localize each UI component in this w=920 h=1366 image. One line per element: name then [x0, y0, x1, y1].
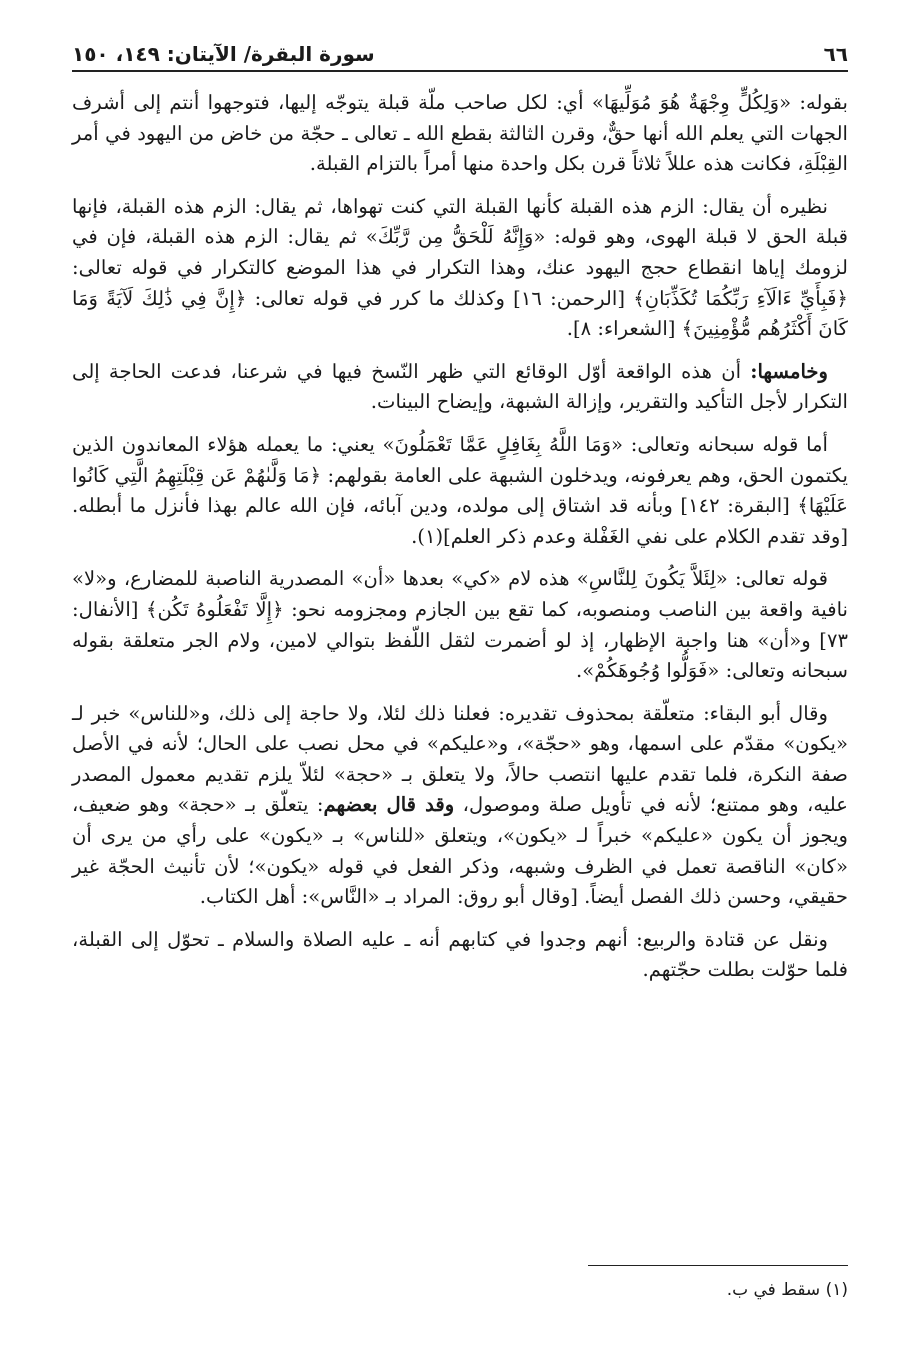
running-title: سورة البقرة/ الآيتان: ١٤٩، ١٥٠: [72, 42, 375, 66]
paragraph: [72, 192, 848, 345]
paragraph-text: قوله تعالى: «لِئَلاَّ يَكُونَ لِلنَّاسِ» هذه لام «كي» بعدها «أن» المصدرية الناصبة للمضارع، و«لا» نافية واقعة بين الناصب ومنصوبه، كما تقع بين الجازم ومجزومه نحو: ﴿إِلَّا تَفْعَلُوهُ تَكُن﴾ [الأنفال: ٧٣] و«أن» هنا واجبة الإظهار، إذ لو أضمرت لثقل اللّفظ بتوالي لامين، ولام الجر متعلقة بقوله سبحانه وتعالى: «فَوَلُّوا وُجُوهَكُمْ».: [72, 567, 848, 683]
paragraph: [72, 925, 848, 986]
footnote: (١) سقط في ب.: [726, 1280, 848, 1300]
paragraph-text: نظيره أن يقال: الزم هذه القبلة كأنها القبلة التي كنت تهواها، ثم يقال: الزم هذه القبلة، فإنها قبلة الحق لا قبلة الهوى، وهو قوله: «وَإِنَّهُ لَلْحَقُّ مِن رَّبِّكَ» ثم يقال: الزم هذه القبلة، فإن في لزومك إياها انقطاع حجج اليهود عنك، وهذا التكرار في هذا الموضع كالتكرار في قوله تعالى: ﴿فَبِأَيِّ ءَالَآءِ رَبِّكُمَا تُكَذِّبَانِ﴾ [الرحمن: ١٦] وكذلك ما كرر في قوله تعالى: ﴿إِنَّ فِي ذَٰلِكَ لَآيَةً وَمَا كَانَ أَكْثَرُهُم مُّؤْمِنِينَ﴾ [الشعراء: ٨].: [72, 194, 849, 341]
paragraph-lead: وخامسها:: [750, 359, 828, 383]
paragraph: [72, 357, 848, 418]
page-number: ٦٦: [823, 42, 848, 66]
paragraph: [72, 88, 848, 180]
footnote-divider: [588, 1265, 848, 1266]
paragraph-text: بقوله: «وَلِكُلٍّ وِجْهَةٌ هُوَ مُوَلِّيهَا» أي: لكل صاحب ملّة قبلة يتوجّه إليها، فتوجهوا أنتم إلى أشرف الجهات التي يعلم الله أنها حقٌّ، وقرن الثالثة بقطع الله ـ تعالى ـ حجّة من خاض من اليهود في أمر القِبْلَةِ، فكانت هذه عللاً ثلاثاً قرن بكل واحدة منها أمراً بالتزام القبلة.: [72, 91, 848, 176]
page-header: [72, 38, 848, 72]
paragraph: [72, 564, 848, 686]
paragraph-text: ونقل عن قتادة والربيع: أنهم وجدوا في كتابهم أنه ـ عليه الصلاة والسلام ـ تحوّل إلى القبلة، فلما حوّلت بطلت حجّتهم.: [72, 927, 848, 982]
paragraph: [72, 699, 848, 913]
main-text: [72, 88, 848, 998]
paragraph-text: وقال أبو البقاء: متعلّقة بمحذوف تقديره: فعلنا ذلك لئلا، ولا حاجة إلى ذلك، و«للناس» خبر لـ «يكون» مقدّم على اسمها، وهو «حجّة»، و«عليكم» في محل نصب على الحال؛ لأنه في الأصل صفة النكرة، فلما تقدم عليها انتصب حالاً، ولا يتعلق بـ «حجة» لئلاّ يلزم تقديم معمول المصدر عليه، وهو ممتنع؛ لأنه في تأويل صلة وموصول،: [72, 701, 848, 817]
paragraph-text: أما قوله سبحانه وتعالى: «وَمَا اللَّهُ بِغَافِلٍ عَمَّا تَعْمَلُونَ» يعني: ما يعمله هؤلاء المعاندون الذين يكتمون الحق، وهم يعرفونه، ويدخلون الشبهة على العامة بقولهم: ﴿مَا وَلَّىٰهُمْ عَن قِبْلَتِهِمُ الَّتِي كَانُوا عَلَيْهَا﴾ [البقرة: ١٤٢] وبأنه قد اشتاق إلى مولده، ودين آبائه، فإن الله عالم بهذا فأنزل ما أبطله. [وقد تقدم الكلام على نفي الغَفْلة وعدم ذكر العلم](١).: [72, 432, 848, 548]
paragraph-bold-phrase: وقد قال بعضهم: [323, 793, 455, 817]
paragraph-text: أن هذه الواقعة أوّل الوقائع التي ظهر النّسخ فيها في شرعنا، فدعت الحاجة إلى التكرار لأجل التأكيد والتقرير، وإزالة الشبهة، وإيضاح البينات.: [72, 359, 848, 414]
paragraph: [72, 430, 848, 552]
paragraph-text-continued: : يتعلّق بـ «حجة» وهو ضعيف، ويجوز أن يكون «عليكم» خبراً لـ «يكون»، ويتعلق «للناس» بـ «يكون» على رأي من يرى أن «كان» الناقصة تعمل في الظرف وشبهه، وذكر الفعل في قوله «يكون»؛ لأن تأنيث الحجّة غير حقيقي، وحسن ذلك الفصل أيضاً. [وقال أبو روق: المراد بـ «النَّاس»: أهل الكتاب.: [72, 793, 848, 909]
